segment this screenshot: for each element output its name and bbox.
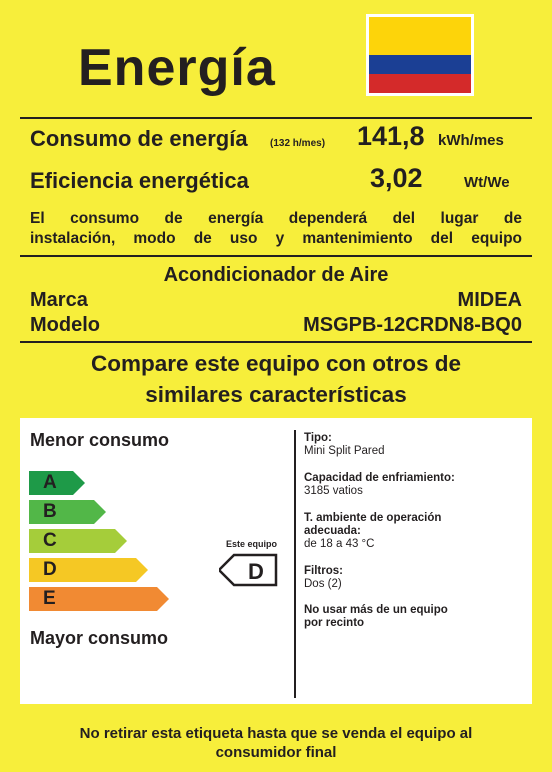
eficiencia-label: Eficiencia energética <box>30 168 249 193</box>
temp-label-2: adecuada: <box>304 525 361 537</box>
spec-tipo <box>304 432 526 458</box>
flag-stripe-red <box>369 74 471 93</box>
divider <box>20 341 532 343</box>
spec-filtros <box>304 565 526 591</box>
efficiency-bar-b <box>29 500 106 524</box>
marca-value: MIDEA <box>457 289 522 311</box>
temp-label-1: T. ambiente de operación <box>304 512 442 524</box>
compare-line-2: similares características <box>145 382 407 407</box>
efficiency-bar-letter: A <box>43 472 57 493</box>
tipo-value: Mini Split Pared <box>304 445 385 457</box>
capacidad-label: Capacidad de enfriamiento: <box>304 472 455 484</box>
temp-value: de 18 a 43 °C <box>304 538 375 550</box>
spec-temperatura <box>304 512 526 551</box>
label-title: Energía <box>78 39 276 97</box>
modelo-label: Modelo <box>30 314 100 336</box>
efficiency-bar-d <box>29 558 148 582</box>
efficiency-bar-letter: B <box>43 501 57 522</box>
flag-stripe-yellow <box>369 17 471 55</box>
este-equipo-label: Este equipo <box>226 539 278 549</box>
modelo-value: MSGPB-12CRDN8-BQ0 <box>303 314 522 336</box>
spec-capacidad <box>304 472 526 498</box>
compare-heading <box>20 348 532 410</box>
notice-line-1: El consumo de energía dependerá del lugar de <box>30 210 522 227</box>
capacidad-value: 3185 vatios <box>304 485 363 497</box>
divider <box>20 117 532 119</box>
tipo-label: Tipo: <box>304 432 332 444</box>
compare-line-1: Compare este equipo con otros de <box>90 351 462 376</box>
efficiency-bar-letter: C <box>43 530 57 551</box>
filtros-value: Dos (2) <box>304 578 342 590</box>
footer-line-1: No retirar esta etiqueta hasta que se venda el equipo al <box>79 725 473 742</box>
warning-line-2: por recinto <box>304 617 365 629</box>
filtros-label: Filtros: <box>304 565 343 577</box>
mayor-consumo-label: Mayor consumo <box>30 628 169 648</box>
colombia-flag-icon <box>366 14 474 96</box>
consumption-notice <box>30 209 522 249</box>
efficiency-bar-letter: E <box>43 588 56 609</box>
efficiency-bar-e <box>29 587 169 611</box>
efficiency-bar-a <box>29 471 85 495</box>
consumo-unit: kWh/mes <box>438 132 504 149</box>
divider <box>20 255 532 257</box>
spec-warning <box>304 604 526 630</box>
consumo-label: Consumo de energía <box>30 126 248 151</box>
footer-line-2: consumidor final <box>215 744 337 761</box>
menor-consumo-label: Menor consumo <box>30 430 170 450</box>
product-type: Acondicionador de Aire <box>163 264 389 286</box>
eficiencia-unit: Wt/We <box>464 174 510 191</box>
consumo-value: 141,8 <box>357 121 425 151</box>
warning-line-1: No usar más de un equipo <box>304 604 448 616</box>
eficiencia-value: 3,02 <box>370 163 423 193</box>
efficiency-bar-letter: D <box>43 559 57 580</box>
footer-notice <box>20 724 532 762</box>
notice-line-2: instalación, modo de uso y mantenimiento del equipo <box>30 230 522 247</box>
consumo-hours-note: (132 h/mes) <box>270 138 326 149</box>
efficiency-bar-c <box>29 529 127 553</box>
panel-divider <box>294 430 296 698</box>
este-equipo-class: D <box>248 559 264 584</box>
flag-stripe-blue <box>369 55 471 74</box>
marca-label: Marca <box>30 289 88 311</box>
